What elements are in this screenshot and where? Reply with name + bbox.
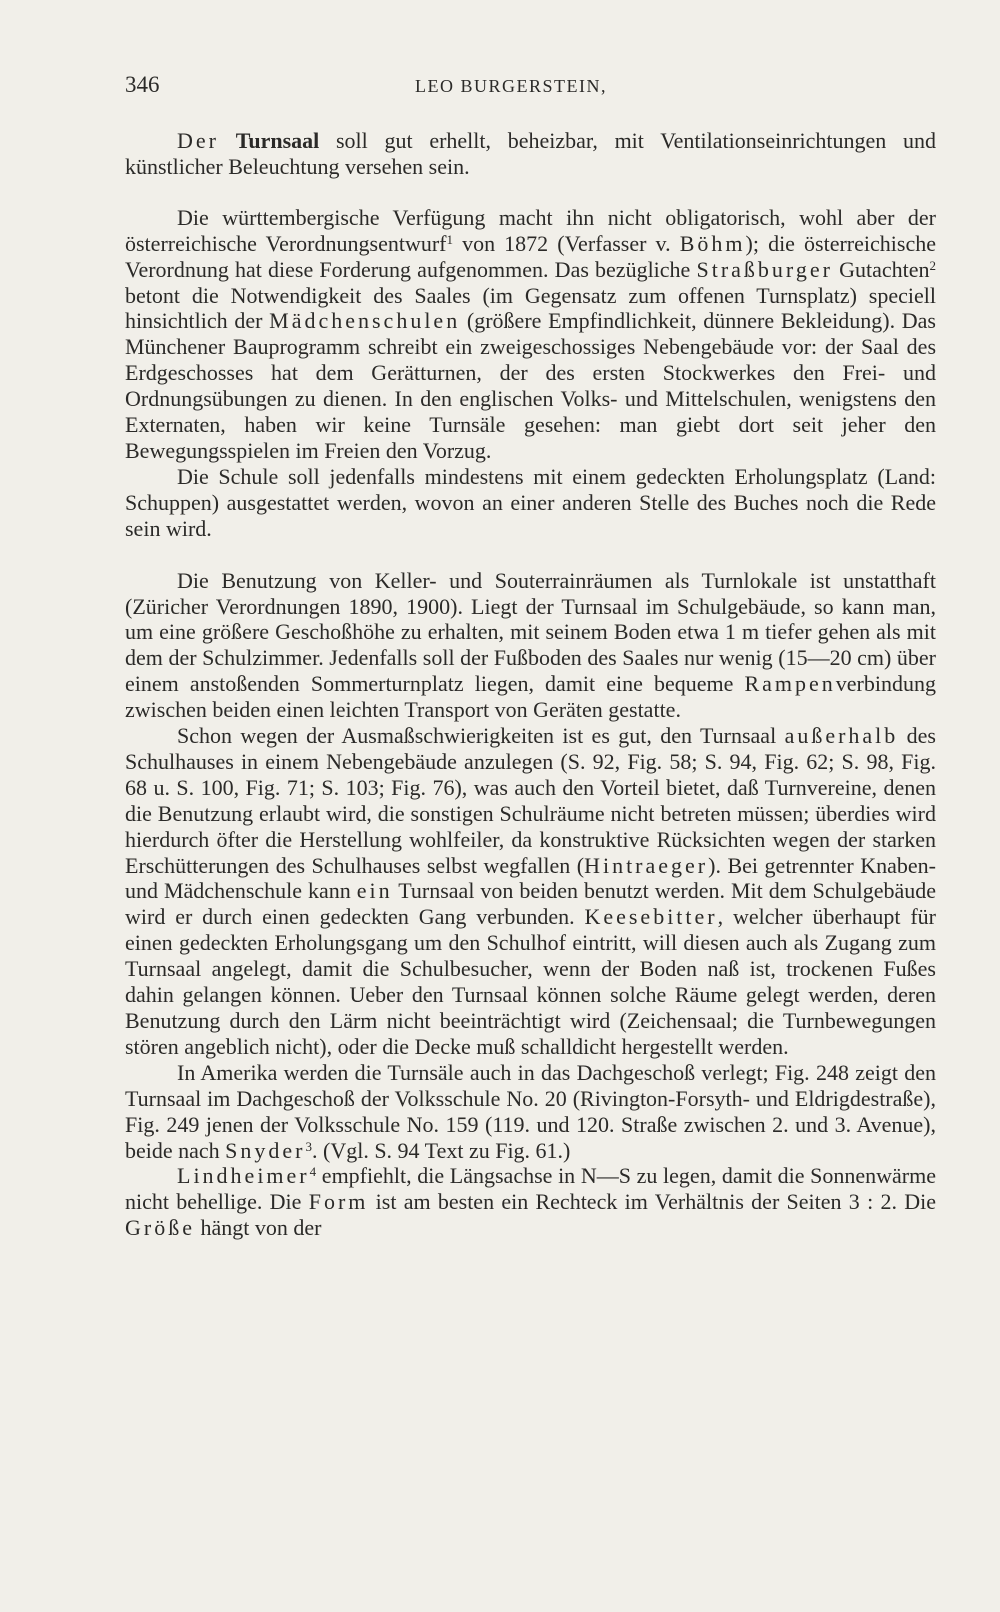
paragraph-text: In Amerika werden die Turnsäle auch in das Dachgeschoß verlegt; Fig. 248 zeigt den Turnsaal im Dachgeschoß der Volksschule No. 20 (Rivington-Forsyth- und Eldrigdestraße), Fig. 249 jenen der Volksschule No. 159 (119. und 120. Straße zwischen 2. und 3. Avenue), beide nach	[125, 1059, 936, 1163]
term-turnsaal: Turnsaal	[235, 128, 320, 153]
paragraph-text: , welcher überhaupt für einen gedeckten Erholungsgang um den Schulhof eintritt, will diesen auch als Zugang zum Turnsaal angelegt, damit die Schulbesucher, wenn der Boden naß ist, trockenen Fußes dahin gelangen können. Ueber den Turnsaal können solche Räume gelegt werden, deren Benutzung durch den Lärm nicht beeinträchtigt wird (Zeichensaal; die Turnbewegungen stören angeblich nicht), oder die Decke muß schalldicht hergestellt werden.	[125, 904, 936, 1059]
emphasis-rampen: Rampen	[744, 671, 836, 697]
emphasis-der: Der	[177, 128, 219, 153]
page-number: 346	[125, 72, 160, 97]
footnote-marker-2[interactable]: 2	[929, 257, 936, 273]
paragraph-text: . (Vgl. S. 94 Text zu Fig. 61.)	[312, 1137, 571, 1163]
paragraph-text: ). Bei getrennter Knaben- und Mädchenschule kann	[125, 852, 936, 904]
paragraph-text: Turnsaal von beiden benutzt werden. Mit dem Schulgebäude wird er durch einen gedeckten Gang verbunden.	[125, 878, 936, 930]
paragraph-7	[125, 1163, 936, 1241]
paragraph-text: Schon wegen der Ausmaßschwierigkeiten ist es gut, den Turnsaal	[177, 723, 785, 749]
emphasis-form: Form	[308, 1189, 369, 1215]
paragraph-text: ist am besten ein Rechteck im Verhältnis der Seiten 3 : 2. Die	[368, 1189, 936, 1215]
paragraph-text: Gutachten	[832, 256, 930, 282]
paragraph-1	[125, 128, 936, 180]
emphasis-ausserhalb: außerhalb	[784, 723, 899, 749]
paragraph-text: hängt von der	[194, 1215, 322, 1241]
footnote-marker-3[interactable]: 3	[305, 1138, 312, 1154]
paragraph-text: betont die Notwendigkeit des Saales (im Gegensatz zum offenen Turnsplatz) speciell hinsichtlich der	[125, 282, 936, 334]
paragraph-4	[125, 568, 936, 723]
emphasis-ein: ein	[356, 878, 393, 904]
author-snyder: Snyder	[225, 1137, 306, 1163]
paragraph-5	[125, 723, 936, 1060]
emphasis-maedchenschulen: Mädchenschulen	[269, 308, 461, 334]
author-keesebitter: Keesebitter	[584, 904, 718, 930]
footnote-marker-4[interactable]: 4	[309, 1164, 317, 1180]
emphasis-groesse: Größe	[125, 1215, 195, 1241]
paragraph-text: empfiehlt, die Längsachse in N—S zu legen, damit die Sonnenwärme nicht behellige. Die	[125, 1163, 936, 1215]
paragraph-text: Die Benutzung von Keller- und Souterrainräumen als Turnlokale ist unstatthaft (Züricher Verordnungen 1890, 1900). Liegt der Turnsaal im Schulgebäude, so kann man, um eine größere Geschoßhöhe zu erhalten, mit seinem Boden etwa 1 m tiefer gehen als mit dem der Schulzimmer. Jedenfalls soll der Fußboden des Saales nur wenig (15—20 cm) über einem anstoßenden Sommerturnplatz liegen, damit eine bequeme	[125, 567, 936, 697]
paragraph-text: ); die österreichische Verordnung hat diese Forderung aufgenommen. Das bezügliche	[125, 230, 936, 282]
paragraph-text: soll gut erhellt, beheizbar, mit Ventilationseinrichtungen und künstlicher Beleuchtung versehen sein.	[125, 128, 936, 179]
paragraph-text: des Schulhauses in einem Nebengebäude anzulegen (S. 92, Fig. 58; S. 94, Fig. 62; S. 98, Fig. 68 u. S. 100, Fig. 71; S. 103; Fig. 76), was auch den Vorteil bietet, daß Turnvereine, denen die Benutzung erlaubt wird, die sonstigen Schulräume nicht betreten müssen; überdies wird hierdurch öfter die Herstellung wohlfeiler, da konstruktive Rücksichten wegen der starken Erschütterungen des Schulhauses selbst wegfallen (	[125, 723, 936, 878]
footnote-marker-1[interactable]: 1	[446, 231, 453, 247]
paragraph-text: verbindung zwischen beiden einen leichten Transport von Geräten gestatte.	[125, 671, 936, 723]
author-hintraeger: Hintraeger	[584, 852, 709, 878]
paragraph-text: von 1872 (Verfasser v.	[452, 230, 680, 256]
paragraph-3: Die Schule soll jedenfalls mindestens mit einem gedeckten Erholungsplatz (Land: Schuppen) ausgestattet werden, wovon an einer anderen Stelle des Buches noch die Rede sein wird.	[125, 463, 936, 541]
paragraph-text: (größere Empfindlichkeit, dünnere Bekleidung). Das Münchener Bauprogramm schreibt ein zweigeschossiges Nebengebäude vor: der Saal des Erdgeschosses hat dem Gerätturnen, der des ersten Stockwerkes den Frei- und Ordnungsübungen zu dienen. In den englischen Volks- und Mittelschulen, wenigstens den Externaten, haben wir keine Turnsäle gesehen: man giebt dort seit jeher den Bewegungsspielen im Freien den Vorzug.	[125, 308, 936, 463]
place-strassburger: Straßburger	[696, 256, 833, 282]
running-title: LEO BURGERSTEIN,	[415, 76, 607, 96]
paragraph-2	[125, 205, 936, 464]
author-lindheimer: Lindheimer	[177, 1163, 310, 1189]
paragraph-6	[125, 1060, 936, 1164]
page-header	[125, 72, 936, 112]
paragraph-text: Die württembergische Verfügung macht ihn nicht obligatorisch, wohl aber der österreichische Verordnungsentwurf	[125, 204, 936, 256]
author-boehm: Böhm	[679, 230, 746, 256]
body-text	[125, 128, 936, 1241]
